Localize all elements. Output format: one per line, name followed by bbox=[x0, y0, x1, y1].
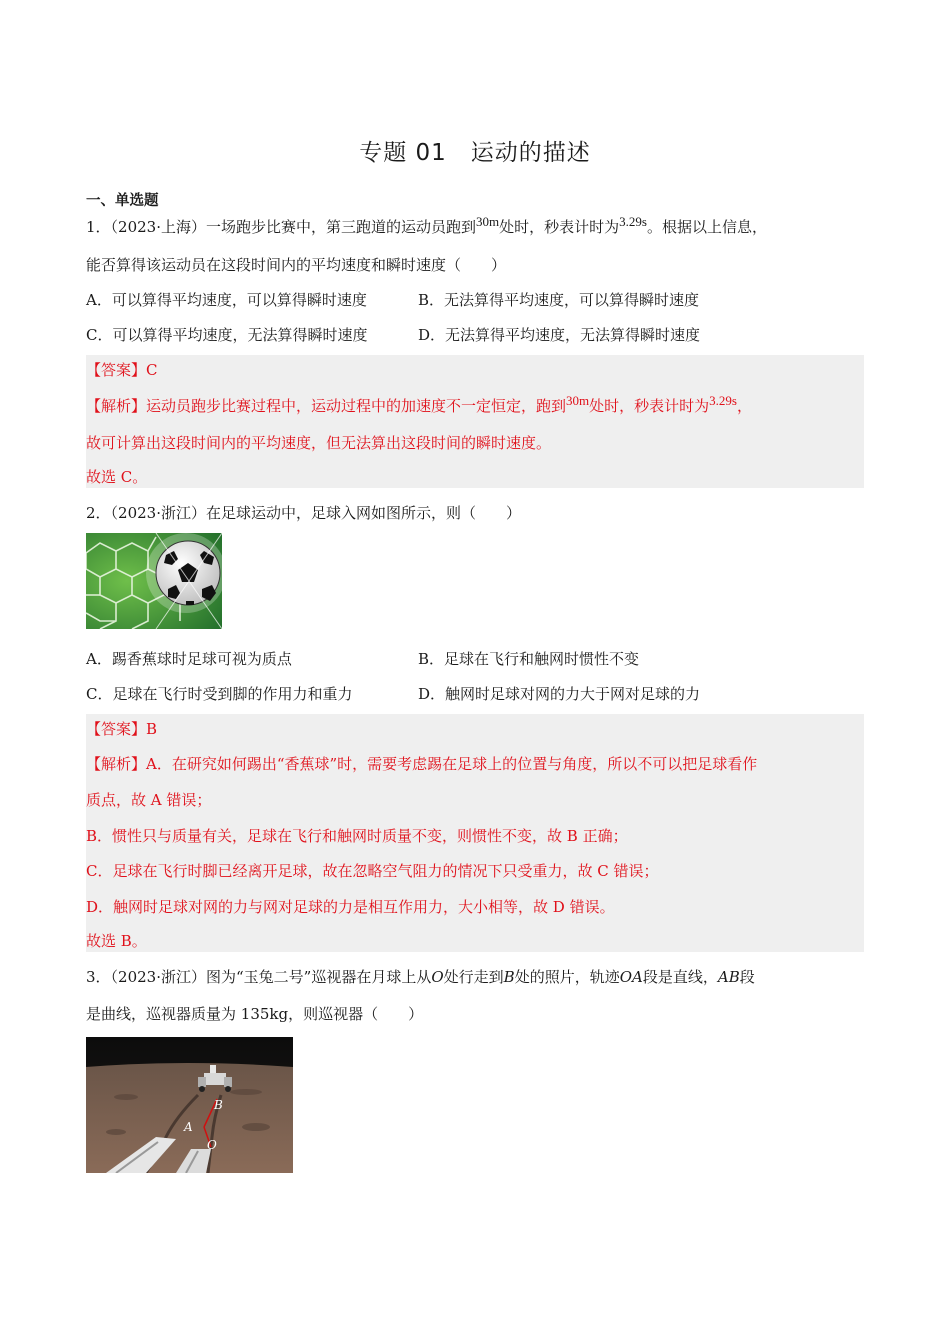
page-title: 专题 01 运动的描述 bbox=[359, 140, 591, 166]
q3-stem-line2: 是曲线，巡视器质量为 135kg，则巡视器（ ） bbox=[86, 1005, 424, 1023]
q1-conclusion: 故选 C。 bbox=[86, 468, 148, 486]
q2-analysis-line3: B．惯性只与质量有关，足球在飞行和触网时质量不变，则惯性不变，故 B 正确； bbox=[86, 827, 628, 845]
photo-label-b: B bbox=[214, 1098, 223, 1112]
q1-solution-box bbox=[86, 355, 864, 488]
q3-stem-line1: 3．（2023·浙江）图为“玉兔二号”巡视器在月球上从O处行走到B处的照片，轨迹OA段是直线，AB段 bbox=[86, 968, 755, 986]
q2-option-a: A．踢香蕉球时足球可视为质点 bbox=[86, 650, 292, 668]
q2-option-b: B．足球在飞行和触网时惯性不变 bbox=[418, 650, 640, 668]
q2-analysis-line1: 【解析】A．在研究如何踢出“香蕉球”时，需要考虑踢在足球上的位置与角度，所以不可以把足球看作 bbox=[86, 755, 758, 773]
q2-analysis-line5: D．触网时足球对网的力与网对足球的力是相互作用力，大小相等，故 D 错误。 bbox=[86, 898, 615, 916]
q1-stem-line1: 1．（2023·上海）一场跑步比赛中，第三跑道的运动员跑到30m处时，秒表计时为3.29s。根据以上信息， bbox=[86, 214, 767, 236]
q2-analysis-line4: C．足球在飞行时脚已经离开足球，故在忽略空气阻力的情况下只受重力，故 C 错误； bbox=[86, 862, 659, 880]
q2-conclusion: 故选 B。 bbox=[86, 932, 147, 950]
q2-answer: 【答案】B bbox=[86, 720, 158, 738]
q1-option-a: A．可以算得平均速度，可以算得瞬时速度 bbox=[86, 291, 367, 309]
q1-analysis-line1: 【解析】运动员跑步比赛过程中，运动过程中的加速度不一定恒定，跑到30m处时，秒表计时为3.29s， bbox=[86, 393, 752, 415]
q1-stem-line2: 能否算得该运动员在这段时间内的平均速度和瞬时速度（ ） bbox=[86, 256, 507, 274]
section-heading: 一、单选题 bbox=[86, 193, 159, 209]
q1-answer: 【答案】C bbox=[86, 361, 158, 379]
lunar-rover-photo bbox=[86, 1037, 293, 1173]
photo-label-o: O bbox=[207, 1138, 217, 1152]
q1-option-b: B．无法算得平均速度，可以算得瞬时速度 bbox=[418, 291, 700, 309]
q2-option-d: D．触网时足球对网的力大于网对足球的力 bbox=[418, 685, 701, 703]
q1-option-d: D．无法算得平均速度，无法算得瞬时速度 bbox=[418, 326, 701, 344]
q1-analysis-line2: 故可计算出这段时间内的平均速度，但无法算出这段时间的瞬时速度。 bbox=[86, 434, 552, 452]
q1-option-c: C．可以算得平均速度，无法算得瞬时速度 bbox=[86, 326, 368, 344]
q2-stem: 2．（2023·浙江）在足球运动中，足球入网如图所示，则（ ） bbox=[86, 504, 521, 522]
photo-label-a: A bbox=[184, 1120, 193, 1134]
q2-analysis-line2: 质点，故 A 错误； bbox=[86, 791, 212, 809]
football-net-photo bbox=[86, 533, 222, 629]
q2-option-c: C．足球在飞行时受到脚的作用力和重力 bbox=[86, 685, 353, 703]
